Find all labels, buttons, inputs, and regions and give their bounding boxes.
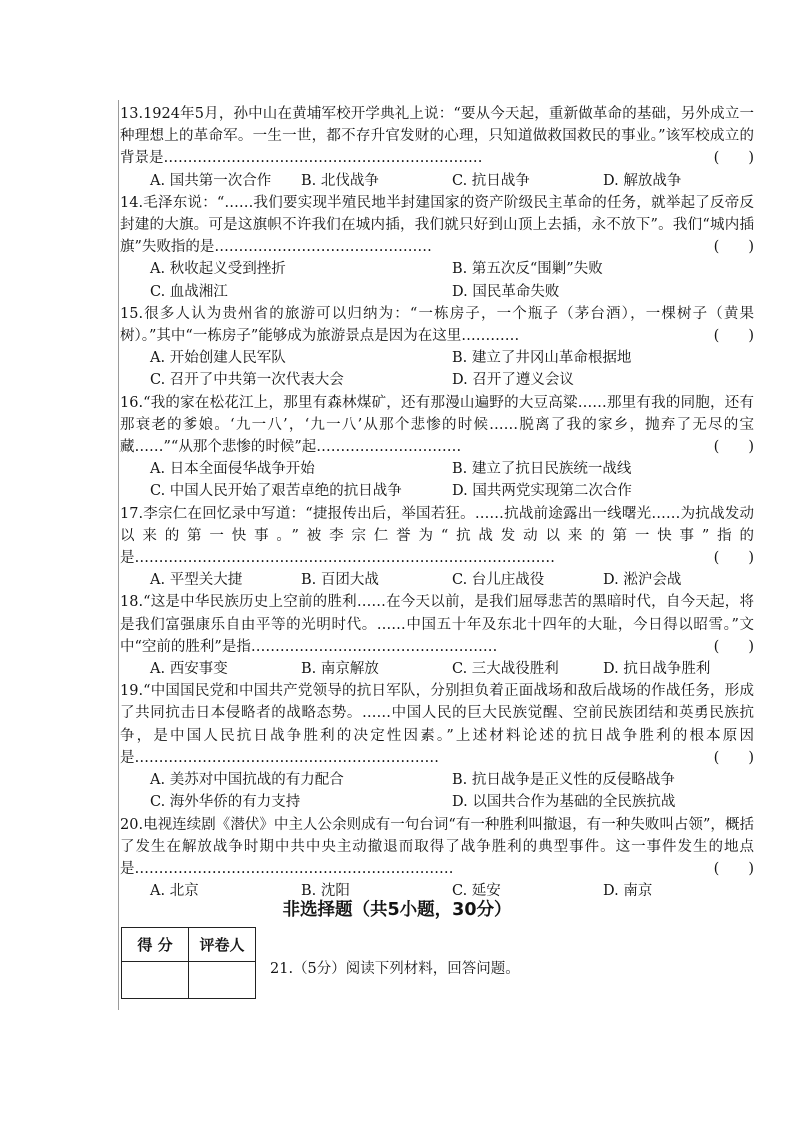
score-input-cell[interactable] bbox=[122, 962, 189, 999]
question-21: 21.（5分）阅读下列材料，回答问题。 bbox=[270, 961, 520, 977]
leader-dots: ………………………… bbox=[316, 439, 462, 456]
option-b[interactable]: B. 沈阳 bbox=[301, 883, 350, 900]
option-c[interactable]: C. 召开了中共第一次代表大会 bbox=[150, 372, 344, 389]
question-text: 电视连续剧《潜伏》中主人公余则成有一句台词“有一种胜利叫撤退，有一种失败叫占领”，概括了发生在解放战争时期中共中央主动撤退而取得了战争胜利的典型事件。这一事件发生的地点是 bbox=[120, 816, 754, 877]
options-row bbox=[120, 170, 754, 192]
question-number: 17. bbox=[120, 505, 144, 522]
answer-blank[interactable]: ( ) bbox=[713, 150, 754, 167]
question-item bbox=[120, 103, 754, 192]
option-d[interactable]: D. 南京 bbox=[603, 883, 653, 900]
leader-dots: ………… bbox=[461, 328, 520, 345]
options-row bbox=[120, 458, 754, 502]
leader-dots: ……………………………………… bbox=[214, 239, 432, 256]
options-row bbox=[120, 347, 754, 391]
leader-dots: …………………………………………………………………………… bbox=[134, 550, 555, 567]
option-a[interactable]: A. 秋收起义受到挫折 bbox=[150, 261, 286, 278]
option-b[interactable]: B. 建立了井冈山革命根据地 bbox=[452, 350, 632, 367]
question-stem bbox=[120, 192, 754, 259]
answer-blank[interactable]: ( ) bbox=[713, 550, 754, 567]
multiple-choice-section bbox=[120, 103, 754, 902]
score-label: 得 分 bbox=[122, 928, 189, 962]
question-text: “我的家在松花江上，那里有森林煤矿，还有那漫山遍野的大豆高粱……那里有我的同胞，还有那衰老的爹娘。‘九一八’，‘九一八’从那个悲惨的时候……脱离了我的家乡，抛弃了无尽的宝藏……”“从那个悲惨的时候”起 bbox=[120, 394, 754, 456]
question-stem bbox=[120, 680, 754, 769]
question-text: “这是中华民族历史上空前的胜利……在今天以前，是我们屈辱悲苦的黑暗时代，自今天起，将是我们富强康乐自由平等的光明时代。……中国五十年及东北十四年的大耻，今日得以昭雪。”文中“空前的胜利”是指 bbox=[120, 594, 754, 655]
option-c[interactable]: C. 台儿庄战役 bbox=[452, 572, 545, 589]
question-stem bbox=[120, 591, 754, 658]
question-item bbox=[120, 192, 754, 303]
option-d[interactable]: D. 解放战争 bbox=[603, 172, 682, 189]
option-a[interactable]: A. 西安事变 bbox=[150, 661, 228, 678]
question-item bbox=[120, 392, 754, 503]
option-c[interactable]: C. 三大战役胜利 bbox=[452, 661, 559, 678]
question-text: 毛泽东说：“……我们要实现半殖民地半封建国家的资产阶级民主革命的任务，就举起了反帝反封建的大旗。可是这旗帜不许我们在城内插，我们就只好到山顶上去插，永不放下”。我们“城内插旗”失败指的是 bbox=[120, 194, 754, 256]
option-b[interactable]: B. 抗日战争是正义性的反侵略战争 bbox=[452, 772, 675, 789]
option-d[interactable]: D. 以国共合作为基础的全民族抗战 bbox=[452, 794, 676, 811]
question-number: 15. bbox=[120, 305, 144, 322]
question-text: 1924年5月，孙中山在黄埔军校开学典礼上说：“要从今天起，重新做革命的基础，另外成立一种理想上的革命军。一生一世，都不存升官发财的心理，只知道做救国救民的事业。”该军校成立的背景是 bbox=[120, 106, 754, 167]
option-d[interactable]: D. 召开了遵义会议 bbox=[452, 372, 574, 389]
question-text: “中国国民党和中国共产党领导的抗日军队，分别担负着正面战场和敌后战场的作战任务，形成了共同抗击日本侵略者的战略态势。……中国人民的巨大民族觉醒、空前民族团结和英勇民族抗争，是中国人民抗日战争胜利的决定性因素。”上述材料论述的抗日战争胜利的根本原因是 bbox=[120, 683, 754, 766]
section-title: 非选择题（共5小题，30分） bbox=[282, 900, 512, 920]
answer-blank[interactable]: ( ) bbox=[713, 439, 754, 456]
question-item bbox=[120, 303, 754, 392]
question-item bbox=[120, 814, 754, 903]
question-item bbox=[120, 591, 754, 680]
option-d[interactable]: D. 国共两党实现第二次合作 bbox=[452, 483, 632, 500]
option-b[interactable]: B. 北伐战争 bbox=[301, 172, 379, 189]
answer-blank[interactable]: ( ) bbox=[713, 860, 754, 877]
question-item bbox=[120, 680, 754, 813]
answer-blank[interactable]: ( ) bbox=[713, 328, 754, 345]
option-b[interactable]: B. 百团大战 bbox=[301, 572, 379, 589]
option-a[interactable]: A. 日本全面侵华战争开始 bbox=[150, 461, 315, 478]
question-number: 16. bbox=[120, 394, 144, 411]
option-d[interactable]: D. 国民革命失败 bbox=[452, 283, 560, 300]
option-c[interactable]: C. 延安 bbox=[452, 883, 501, 900]
question-text: 很多人认为贵州省的旅游可以归纳为：“一栋房子，一个瓶子（茅台酒），一棵树子（黄果树）。”其中“一栋房子”能够成为旅游景点是因为在这里 bbox=[120, 305, 754, 345]
leader-dots: ……………………………………………………… bbox=[134, 749, 439, 766]
option-b[interactable]: B. 南京解放 bbox=[301, 661, 379, 678]
question-item bbox=[120, 503, 754, 592]
grader-label: 评卷人 bbox=[189, 928, 256, 962]
grader-input-cell[interactable] bbox=[189, 962, 256, 999]
options-row bbox=[120, 258, 754, 302]
option-a[interactable]: A. 国共第一次合作 bbox=[150, 172, 272, 189]
option-c[interactable]: C. 血战湘江 bbox=[150, 283, 228, 300]
option-d[interactable]: D. 淞沪会战 bbox=[603, 572, 682, 589]
option-d[interactable]: D. 抗日战争胜利 bbox=[603, 661, 711, 678]
question-number: 20. bbox=[120, 816, 144, 833]
question-number: 19. bbox=[120, 683, 144, 700]
question-number: 14. bbox=[120, 194, 144, 211]
question-stem bbox=[120, 392, 754, 459]
score-table bbox=[121, 927, 256, 999]
option-a[interactable]: A. 北京 bbox=[150, 883, 199, 900]
option-a[interactable]: A. 美苏对中国抗战的有力配合 bbox=[150, 772, 344, 789]
leader-dots: …………………………………………… bbox=[250, 638, 498, 655]
option-a[interactable]: A. 开始创建人民军队 bbox=[150, 350, 286, 367]
answer-blank[interactable]: ( ) bbox=[713, 638, 754, 655]
leader-dots: ………………………………………………………… bbox=[134, 860, 454, 877]
answer-blank[interactable]: ( ) bbox=[713, 749, 754, 766]
question-text: 李宗仁在回忆录中写道：“捷报传出后，举国若狂。……抗战前途露出一线曙光……为抗战发动以来的第一快事。”被李宗仁誉为“抗战发动以来的第一快事”指的是 bbox=[120, 505, 754, 567]
question-stem bbox=[120, 103, 754, 170]
options-row bbox=[120, 658, 754, 680]
options-row bbox=[120, 769, 754, 813]
question-stem bbox=[120, 814, 754, 881]
answer-blank[interactable]: ( ) bbox=[713, 239, 754, 256]
leader-dots: ………………………………………………………… bbox=[163, 150, 483, 167]
option-b[interactable]: B. 建立了抗日民族统一战线 bbox=[452, 461, 632, 478]
option-c[interactable]: C. 中国人民开始了艰苦卓绝的抗日战争 bbox=[150, 483, 402, 500]
binding-margin-line bbox=[118, 100, 119, 1010]
question-stem bbox=[120, 503, 754, 570]
option-b[interactable]: B. 第五次反“围剿”失败 bbox=[452, 261, 603, 278]
question-stem bbox=[120, 303, 754, 347]
option-c[interactable]: C. 抗日战争 bbox=[452, 172, 530, 189]
question-number: 13. bbox=[120, 106, 144, 122]
option-c[interactable]: C. 海外华侨的有力支持 bbox=[150, 794, 301, 811]
options-row bbox=[120, 569, 754, 591]
question-number: 18. bbox=[120, 594, 144, 611]
option-a[interactable]: A. 平型关大捷 bbox=[150, 572, 243, 589]
